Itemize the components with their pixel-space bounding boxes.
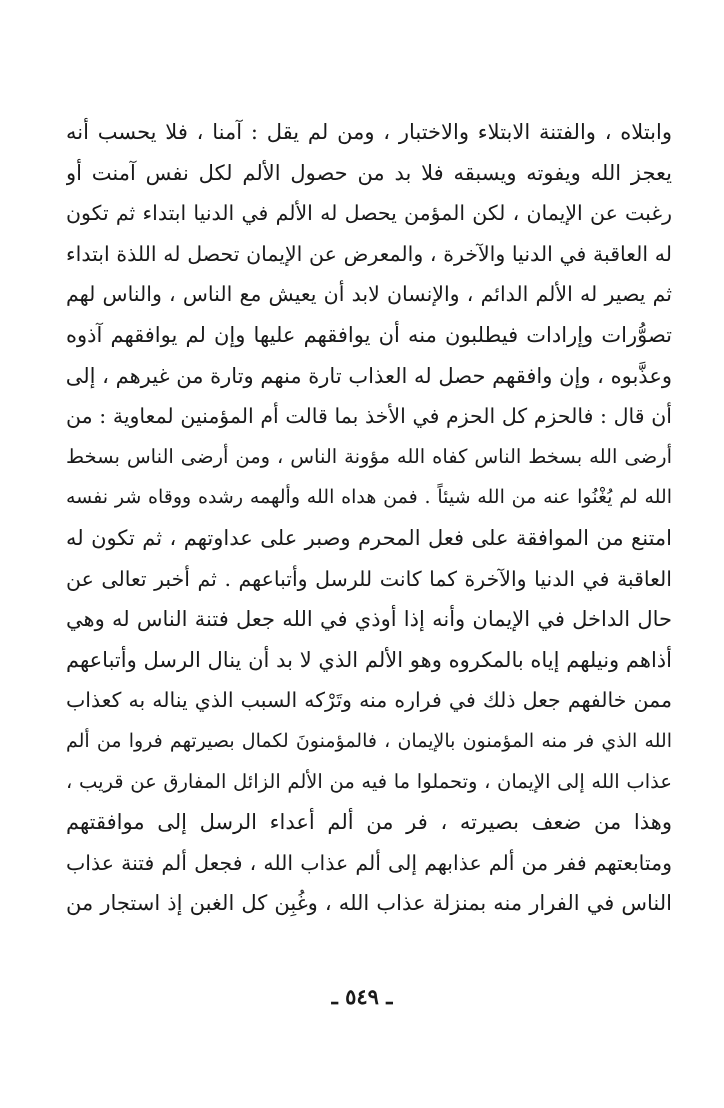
text-line-10: الله لم يُغْنُوا عنه من الله شيئاً . فمن هداه الله وألهمه رشده ووقاه شر نفسه: [66, 486, 672, 509]
text-line-1: وابتلاه ، والفتنة الابتلاء والاختبار ، ومن لم يقل : آمنا ، فلا يحسب أنه: [66, 120, 672, 144]
text-line-12: العاقبة في الدنيا والآخرة كما كانت للرسل وأتباعهم . ثم أخبر تعالى عن: [66, 566, 672, 591]
page-number: ـ ٥٤٩ ـ: [331, 984, 393, 1009]
text-line-11: امتنع من الموافقة على فعل المحرم وصبر على عداوتهم ، ثم تكون له: [66, 525, 672, 550]
text-line-9: أرضى الله بسخط الناس كفاه الله مؤونة الناس ، ومن أرضى الناس بسخط: [66, 444, 672, 468]
body-text: [66, 112, 672, 924]
text-line-20: الناس في الفرار منه بمنزلة عذاب الله ، وغُبِن كل الغبن إذ استجار من: [66, 891, 672, 916]
text-line-15: ممن خالفهم جعل ذلك في فراره منه وتَرْكه السبب الذي يناله به كعذاب: [66, 688, 672, 713]
text-line-7: وعذَّبوه ، وإن وافقهم حصل له العذاب تارة منهم وتارة من غيرهم ، إلى: [66, 363, 672, 388]
text-line-16: الله الذي فر منه المؤمنون بالإيمان ، فالمؤمنونَ لكمال بصيرتهم فروا من ألم: [66, 729, 672, 752]
text-line-3: رغبت عن الإيمان ، لكن المؤمن يحصل له الألم في الدنيا ابتداء ثم تكون: [66, 201, 672, 226]
text-line-2: يعجز الله ويفوته ويسبقه فلا بد من حصول الألم لكل نفس آمنت أو: [66, 160, 672, 185]
text-line-17: عذاب الله إلى الإيمان ، وتحملوا ما فيه من الألم الزائل المفارق عن قريب ،: [66, 769, 672, 793]
text-line-18: وهذا من ضعف بصيرته ، فر من ألم أعداء الرسل إلى موافقتهم: [66, 810, 672, 835]
text-line-14: أذاهم ونيلهم إياه بالمكروه وهو الألم الذي لا بد أن ينال الرسل وأتباعهم: [66, 647, 672, 672]
text-line-19: ومتابعتهم ففر من ألم عذابهم إلى ألم عذاب الله ، فجعل ألم فتنة عذاب: [66, 850, 672, 875]
text-line-13: حال الداخل في الإيمان وأنه إذا أوذي في الله جعل فتنة الناس له وهي: [66, 607, 672, 632]
text-line-4: له العاقبة في الدنيا والآخرة ، والمعرض عن الإيمان تحصل له اللذة ابتداء: [66, 241, 672, 266]
text-line-8: أن قال : فالحزم كل الحزم في الأخذ بما قالت أم المؤمنين لمعاوية : من: [66, 404, 672, 429]
text-line-6: تصوُّرات وإرادات فيطلبون منه أن يوافقهم عليها وإن لم يوافقهم آذوه: [66, 322, 672, 347]
text-line-5: ثم يصير له الألم الدائم ، والإنسان لابد أن يعيش مع الناس ، والناس لهم: [66, 282, 672, 307]
